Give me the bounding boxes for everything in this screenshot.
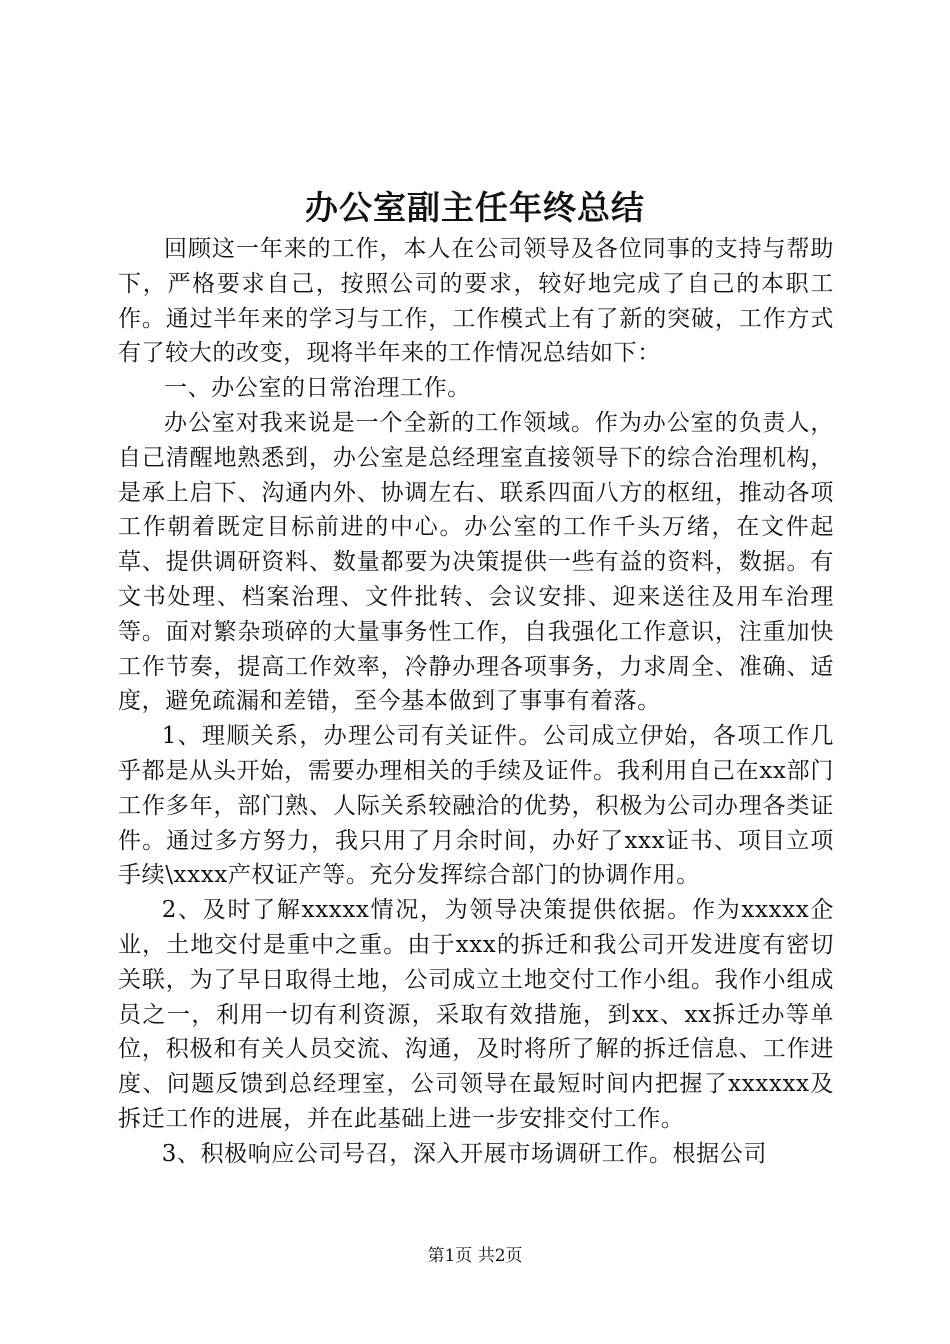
document-title: 办公室副主任年终总结 [305, 188, 645, 227]
document-body [118, 232, 834, 1172]
paragraph-item-1: 1、理顺关系，办理公司有关证件。公司成立伊始，各项工作几乎都是从头开始，需要办理相关的手续及证件。我利用自己在xx部门工作多年，部门熟、人际关系较融洽的优势，积极为公司办理各类证件。通过多方努力，我只用了月余时间，办好了xxx证书、项目立项手续\xxxx产权证产等。充分发挥综合部门的协调作用。 [118, 723, 834, 889]
paragraph-office-work: 办公室对我来说是一个全新的工作领域。作为办公室的负责人，自己清醒地熟悉到，办公室是总经理室直接领导下的综合治理机构，是承上启下、沟通内外、协调左右、联系四面八方的枢纽，推动各项工作朝着既定目标前进的中心。办公室的工作千头万绪，在文件起草、提供调研资料、数量都要为决策提供一些有益的资料，数据。有文书处理、档案治理、文件批转、会议安排、迎来送往及用车治理等。面对繁杂琐碎的大量事务性工作，自我强化工作意识，注重加快工作节奏，提高工作效率，冷静办理各项事务，力求周全、准确、适度，避免疏漏和差错，至今基本做到了事事有着落。 [118, 409, 834, 715]
page-footer: 第1页 共2页 [427, 1246, 523, 1266]
paragraph-item-2: 2、及时了解xxxxx情况，为领导决策提供依据。作为xxxxx企业，土地交付是重中之重。由于xxx的拆迁和我公司开发进度有密切关联，为了早日取得土地，公司成立土地交付工作小组。我作小组成员之一，利用一切有利资源，采取有效措施，到xx、xx拆迁办等单位，积极和有关人员交流、沟通，及时将所了解的拆迁信息、工作进度、问题反馈到总经理室，公司领导在最短时间内把握了xxxxxx及拆迁工作的进展，并在此基础上进一步安排交付工作。 [118, 897, 834, 1132]
paragraph-item-3: 3、积极响应公司号召，深入开展市场调研工作。根据公司 [161, 1140, 767, 1167]
section-heading-1: 一、办公室的日常治理工作。 [164, 375, 471, 402]
paragraph-intro: 回顾这一年来的工作，本人在公司领导及各位同事的支持与帮助下，严格要求自己，按照公司的要求，较好地完成了自己的本职工作。通过半年来的学习与工作，工作模式上有了新的突破，工作方式有了较大的改变，现将半年来的工作情况总结如下： [118, 236, 834, 367]
